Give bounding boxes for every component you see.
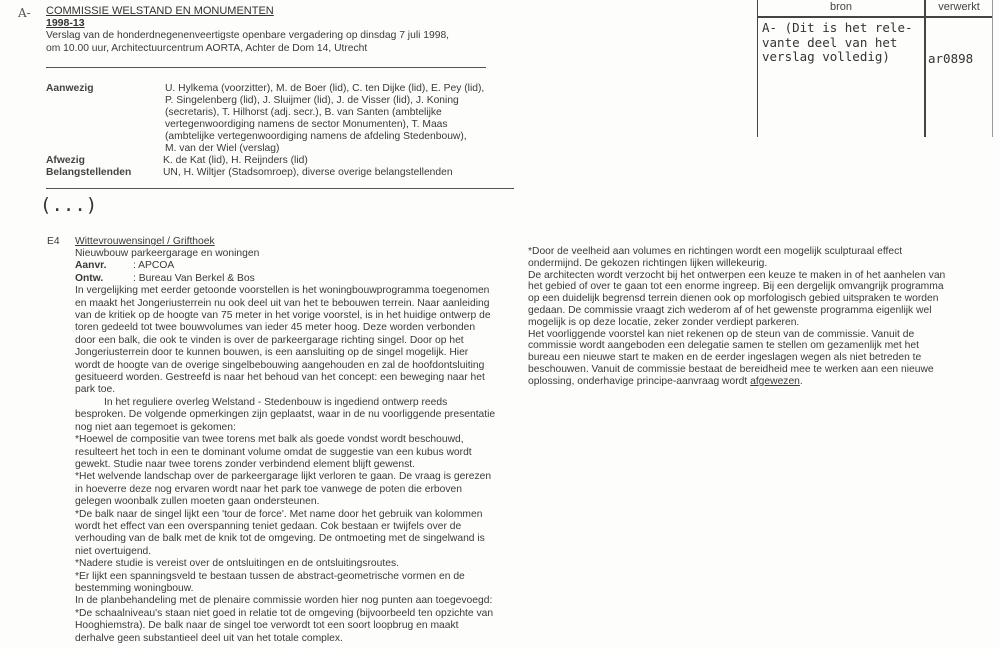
body-line: wordt de hoogte van de overige singelbebouwing aangehouden en zal de hoofdontsluiting (75, 359, 485, 371)
body-line: bestemming woningbouw. (75, 582, 194, 594)
absent-list: K. de Kat (lid), H. Reijnders (lid) (163, 155, 308, 166)
source-mark: A- (18, 6, 31, 20)
processed-reference: ar0898 (928, 51, 974, 66)
body-line: In de planbehandeling met de plenaire commissie worden hier nog punten aan toegevoegd: (75, 595, 493, 607)
body-line: verhouding van de balk met de knik tot de omgeving. De ontmoeting met de singelwand is (75, 533, 485, 545)
applicant-label: Aanvr. (75, 260, 107, 272)
body-line: *Nadere studie is vereist over de ontsluitingen en de ontsluitingsroutes. (75, 558, 399, 570)
item-title: Wittevrouwensingel / Grifthoek (75, 236, 215, 247)
body-line: *Door de veelheid aan volumes en richtingen wordt een mogelijk sculpturaal effect (528, 246, 903, 257)
intro-line: Verslag van de honderdnegenenveertigste openbare vergadering op dinsdag 7 juli 1998, (46, 30, 450, 41)
stakeholders-label: Belangstellenden (46, 167, 132, 178)
body-line (528, 376, 945, 388)
body-line: De architecten wordt verzocht bij het ontwerpen een keuze te maken in of het aanhelen van (528, 269, 946, 281)
designer-label: Ontw. (75, 272, 104, 284)
body-line: toren gedeeld tot twee bouwvolumes van ieder 45 meter hoog. Deze worden verbonden (75, 322, 476, 334)
body-line: het gebied of over te gaan tot een enorme ingreep. Bij een dergelijk omvangrijk programma (528, 281, 944, 293)
final-line-end: . (799, 375, 803, 387)
body-line: mogelijk is op deze locatie, zeker zonder verdiept parkeren. (528, 316, 800, 328)
report-number: 1998-13 (46, 17, 85, 29)
document-title: COMMISSIE WELSTAND EN MONUMENTEN (46, 5, 274, 17)
bron-header: bron (829, 1, 853, 13)
body-line: beschouwen. Vanuit de commissie bestaat de bereidheid mee te werken aan een nieuwe (528, 363, 934, 375)
applicant-row (75, 260, 495, 272)
stakeholders-list: UN, H. Wiltjer (Stadsomroep), diverse overige belangstellenden (163, 167, 453, 178)
body-line: gesitueerd worden. Gestreefd is naar het behoud van het concept: een beweging naar het (75, 372, 485, 384)
divider (758, 16, 992, 18)
body-line: In het reguliere overleg Welstand - Stedenbouw is ingediend ontwerp reeds (104, 396, 448, 408)
item-body-left (75, 248, 495, 645)
body-line: resulteert het toch in een te dominant volume omdat de suggestie van een kubus wordt (75, 446, 472, 458)
body-line: Het voorliggende voorstel kan niet rekenen op de steun van de commissie. Vanuit de (528, 328, 915, 340)
item-subtitle: Nieuwbouw parkeergarage en woningen (75, 248, 260, 259)
present-line: M. van der Wiel (verslag) (165, 143, 280, 154)
divider (924, 0, 926, 137)
designer-value: : Bureau Van Berkel & Bos (133, 272, 255, 284)
body-line: besproken. De volgende opmerkingen zijn geplaatst, waar in de nu voorliggende presentatie (75, 409, 496, 421)
note-line: vante deel van het (762, 34, 898, 50)
body-line: *Er lijkt een spanningsveld te bestaan tussen de abstract-geometrische vormen en de (75, 570, 465, 582)
applicant-value: : APCOA (133, 260, 175, 272)
decision: afgewezen (750, 375, 800, 387)
divider (46, 188, 514, 189)
note-line: verslag volledig) (762, 49, 890, 64)
present-line: (secretaris), T. Hilhorst (adj. secr.), B. van Santen (ambtelijke (165, 107, 442, 118)
item-number: E4 (47, 236, 60, 247)
body-line: Jongeriusterrein door te kunnen bouwen, is een aansluiting op de singel mogelijk. Hier (75, 347, 469, 359)
body-line: ondermijnd. De gekozen richtingen lijken willekeurig. (528, 257, 768, 269)
body-line: *De schaalniveau's staan niet goed in relatie tot de omgeving (bijvoorbeeld ten opzichte van (75, 607, 494, 619)
present-line: U. Hylkema (voorzitter), M. de Boer (lid), C. ten Dijke (lid), E. Pey (lid), (165, 83, 485, 94)
item-body-right (528, 246, 945, 388)
final-line-text: oplossing, onderhavige principe-aanvraag wordt (528, 375, 751, 387)
present-line: vertegenwoordiging namens de sector Monumenten), T. Maas (165, 119, 448, 130)
source-box (757, 0, 993, 137)
body-line: in hoeverre deze nog ervaren wordt naar het park toe vanwege de poten die erboven (75, 483, 462, 495)
body-line: en maakt het Jongeriusterrein nu ook deel uit van het te bebouwen terrein. Naar aanleiding (75, 297, 490, 309)
body-line: derhalve geen substantieel deel uit van het totale complex. (75, 632, 343, 644)
present-list (165, 83, 484, 179)
body-line: *De balk naar de singel lijkt een 'tour de force'. Met name door het gebruik van kolommen (75, 508, 483, 520)
omission-mark: (...) (40, 194, 98, 216)
body-line: gedaan. De commissie vraagt zich wederom af of het gewenste programma eigenlijk wel (528, 304, 932, 316)
present-line: (ambtelijke vertegenwoordiging namens de afdeling Stedenbouw), (165, 131, 467, 142)
present-label: Aanwezig (46, 83, 94, 94)
note-line: A- (Dit is het rele- (762, 20, 913, 35)
body-line: commissie wordt aangeboden een delegatie samen te stellen om gezamenlijk met het (528, 340, 919, 352)
verwerkt-header: verwerkt (938, 1, 980, 13)
source-note (762, 21, 913, 65)
body-line: Hooghiemstra). De balk naar de singel toe verwordt tot een soort loopbrug en maakt (75, 620, 459, 632)
present-line: P. Singelenberg (lid), J. Sluijmer (lid), J. de Visser (lid), J. Koning (165, 95, 459, 106)
body-line: park toe. (75, 384, 116, 396)
designer-row (75, 273, 495, 285)
divider (46, 67, 486, 68)
body-line: *Het welvende landschap over de parkeergarage lijkt verloren te gaan. De vraag is gerezen (75, 471, 492, 483)
body-line: gewekt. Studie naar twee torens zonder verbindend element blijft gewenst. (75, 458, 415, 470)
body-line: wordt het effect van een overspanning teniet gedaan. Cok bestaan er twijfels over de (75, 520, 462, 532)
body-line: gelegen woonbalk zullen moeten gaan ondersteunen. (75, 496, 320, 508)
body-line: door een balk, die ook te vinden is over de parkeergarage richting singel. Door op het (75, 334, 464, 346)
body-line: *Hoewel de compositie van twee torens met balk als goede vondst wordt beschouwd, (75, 434, 464, 446)
body-line: In vergelijking met eerder getoonde voorstellen is het woningbouwprogramma toegenomen (75, 285, 490, 297)
body-line: bureau een nieuwe start te maken en de eerder ingeslagen wegen als niet betreden te (528, 352, 922, 364)
absent-label: Afwezig (46, 155, 85, 166)
intro-line: om 10.00 uur, Architectuurcentrum AORTA, Achter de Dom 14, Utrecht (46, 42, 368, 54)
meeting-intro (46, 30, 449, 55)
body-line: nog niet aan tegemoet is gekomen: (75, 421, 236, 433)
body-line: niet overtuigend. (75, 545, 152, 557)
body-line: op een duidelijk begrensd terrein dienen ook op morfologisch gebied uitspraken te worden (528, 293, 939, 305)
body-line: van de kritiek op de hoogte van 75 meter in het vorige voorstel, is in het huidige ontwerp de (75, 310, 491, 322)
